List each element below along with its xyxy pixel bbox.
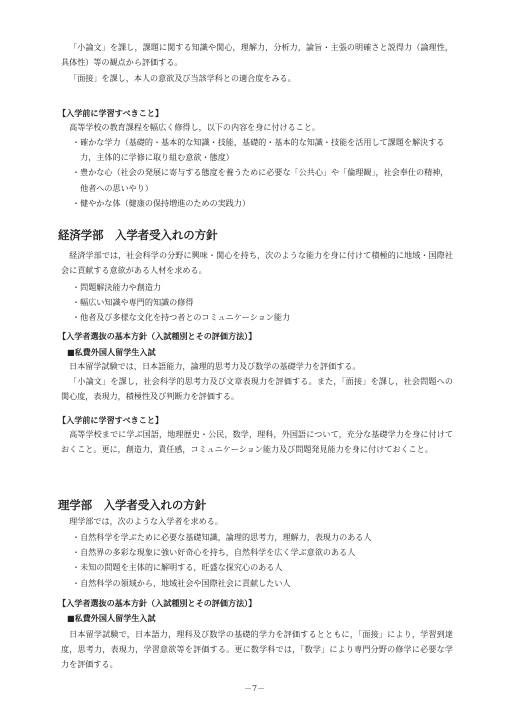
- list-item: ・自然科学の領域から，地域社会や国際社会に貢献したい人: [72, 577, 291, 588]
- list-item: ・幅広い知識や専門的知識の修得: [72, 297, 194, 308]
- science-applicant-list: [72, 530, 453, 591]
- economics-pre-admission-paragraph: 高等学校までに学ぶ国語，地理歴史・公民，数学，理科，外国語について，充分な基礎学力を身に付けておくこと。更に，創造力，責任感，コミュニケーション能力及び問題発見能力を身に付けておくこと。: [61, 429, 453, 455]
- list-item: ・豊かな心（社会の発展に寄与する態度を養うために必要な「公共心」や「倫理観」，社会奉仕の精神，他者への思いやり）: [72, 167, 449, 193]
- science-evaluation-paragraph: 日本留学試験で，日本語力，理科及び数学の基礎的学力を評価するとともに，「面接」により，学習到達度，思考力，表現力，学習意欲等を評価する。更に数学科では，「数学」により専門分野の修学に必要な学力を評価する。: [61, 629, 453, 670]
- economics-intro-paragraph: 経済学部では，社会科学の分野に興味・関心を持ち，次のような能力を身に付けて積極的に地域・国際社会に貢献する意欲がある人材を求める。: [61, 250, 453, 276]
- interview-evaluation-paragraph: 「面接」を課し，本人の意欲及び当該学科との適合度をみる。: [69, 73, 296, 83]
- science-intro-paragraph: 理学部では，次のような入学者を求める。: [69, 516, 223, 526]
- pre-admission-study-intro: 高等学校の教育課程を幅広く修得し，以下の内容を身に付けること。: [69, 122, 321, 132]
- list-item: ・自然界の多彩な現象に強い好奇心を持ち，自然科学を広く学ぶ意欲のある人: [72, 547, 356, 558]
- economics-intl-student-label: ■私費外国人留学生入試: [67, 347, 156, 357]
- economics-faculty-heading: 経済学部 入学者受入れの方針: [58, 228, 218, 242]
- list-item: ・健やかな体（健康の保持増進のための実践力）: [72, 197, 251, 208]
- list-item: ・未知の問題を主体的に解明する，旺盛な探究心のある人: [72, 562, 283, 573]
- pre-admission-study-list: [72, 135, 453, 211]
- list-item: ・問題解決能力や創造力: [72, 282, 162, 292]
- essay-evaluation-paragraph: 「小論文」を課し，課題に関する知識や関心，理解力，分析力，論旨・主張の明確さと説得力（論理性，具体性）等の観点から評価する。: [61, 42, 453, 68]
- list-item: ・自然科学を学ぶために必要な基礎知識，論理的思考力，理解力，表現力のある人: [72, 532, 372, 542]
- science-faculty-heading: 理学部 入学者受入れの方針: [58, 498, 207, 512]
- science-selection-policy-label: 【入学者選抜の基本方針（入試種別とその評価方法）】: [58, 598, 257, 608]
- list-item: ・確かな学力（基礎的・基本的な知識・技能，基礎的・基本的な知識・技能を活用して課題を解決する力，主体的に学修に取り組む意欲・態度）: [72, 137, 445, 163]
- economics-ability-list: [72, 280, 453, 326]
- economics-eju-paragraph: 日本留学試験では，日本語能力，論理的思考力及び数学の基礎学力を評価する。: [69, 361, 361, 371]
- page-number: －7－: [243, 684, 266, 693]
- economics-selection-policy-label: 【入学者選抜の基本方針（入試種別とその評価方法）】: [58, 331, 257, 341]
- economics-essay-interview-paragraph: 「小論文」を課し，社会科学的思考力及び文章表現力を評価する。また，「面接」を課し，社会問題への関心度，表現力，積極性及び判断力を評価する。: [61, 376, 453, 402]
- economics-pre-admission-label: 【入学前に学習すべきこと】: [58, 415, 164, 425]
- pre-admission-study-label: 【入学前に学習すべきこと】: [58, 108, 164, 118]
- list-item: ・他者及び多様な文化を持つ者とのコミュニケーション能力: [72, 312, 291, 323]
- science-intl-student-label: ■私費外国人留学生入試: [67, 613, 156, 623]
